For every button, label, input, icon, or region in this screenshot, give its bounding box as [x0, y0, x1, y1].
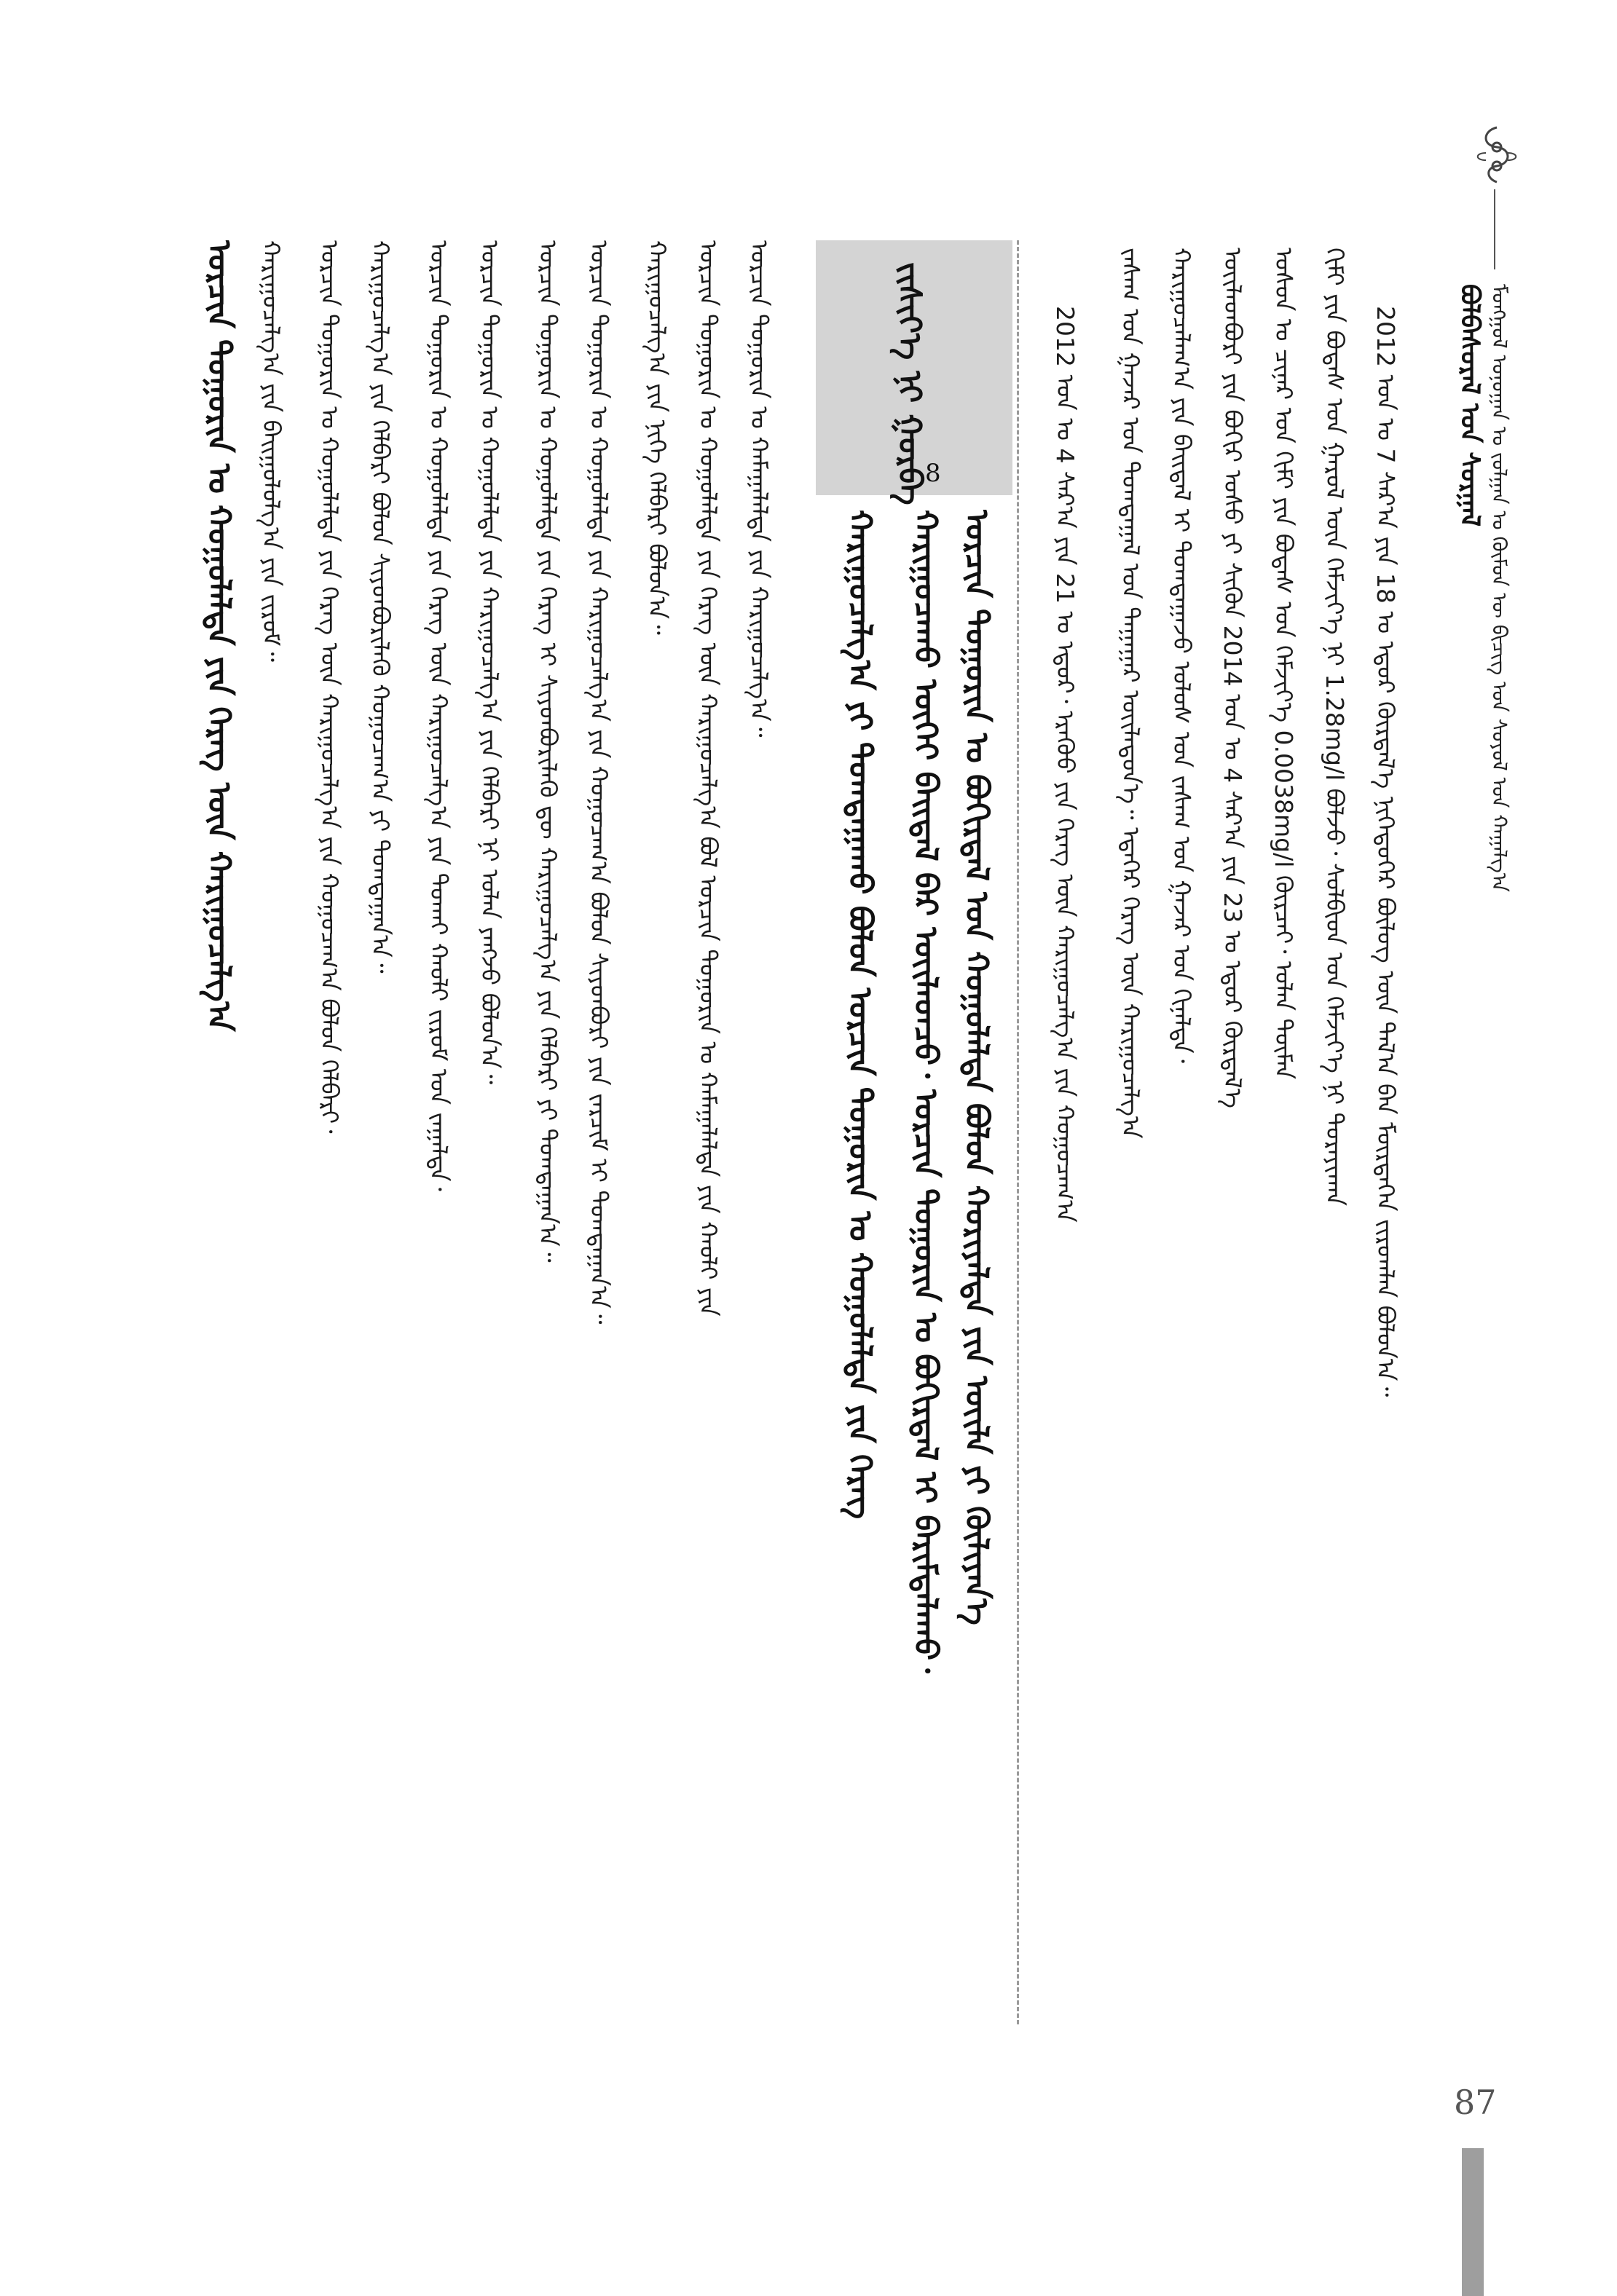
- footnote-column-6: ᠵᠠᠰᠠᠭ ᠤᠨ ᠭᠠᠵᠠᠷ ᠤᠨ ᠲᠣᠭᠲᠠᠭᠠᠯ ᠤᠨ ᠳᠠᠭᠠᠭᠠᠷ ᠦᠢᠯᠡᠳᠦᠨ᠎ᠡ᠃ ᠡᠳᠡᠭᠡᠷ ᠬᠡᠷᠡᠭ ᠦᠨ ᠬᠠᠷᠢᠭᠤᠴᠠᠯᠭ᠎ᠠ: [1117, 248, 1145, 1139]
- page-number: 87: [1454, 2083, 1497, 2122]
- footnote-column-1: 2012 ᠣᠨ ᠤ 7 ᠰᠠᠷ᠎ᠠ ᠶᠢᠨ 18 ᠤ ᠡᠳᠦᠷ ᠬᠦᠷᠲᠡᠯ᠎ᠡ ᠨᠢᠭᠡᠳᠦᠭᠡᠷ ᠪᠦᠯᠦᠭ ᠦᠨ ᠲᠠᠯ᠎ᠠ ᠪᠠᠨ ᠮᠥᠷᠲᠡᠭᠡᠨ ᠵᠢᠷᠤᠭᠯᠠᠨ ᠪᠣᠯᠤᠨ᠎ᠠ᠃: [1372, 306, 1400, 1397]
- body-column-4: ᠣᠷᠴᠢᠨ ᠲᠣᠭᠣᠷᠢᠨ ᠤ ᠬᠤᠭᠤᠯᠠᠯᠲᠠ ᠶᠢᠨ ᠬᠠᠷᠢᠭᠤᠴᠠᠯᠭ᠎ᠠ ᠶᠢᠨ ᠬᠤᠭᠤᠴᠠᠭ᠎ᠠ ᠪᠣᠯᠤᠨ ᠰᠢᠶᠳᠪᠦᠷᠢ ᠶᠢᠨ ᠵᠠᠷᠴᠢᠮ ᠢ ᠲᠣᠭᠲᠠᠭᠠᠨ᠎ᠠ᠃: [585, 240, 613, 1325]
- section-heading-line-3: ᠬᠠᠷᠢᠭᠤᠴᠠᠯᠭ᠎ᠠ ᠶᠢ ᠲᠣᠭᠲᠠᠭᠠᠬᠤ ᠪᠣᠯᠤᠨ ᠣᠷᠴᠢᠨ ᠲᠣᠭᠣᠷᠢᠨ ᠤ ᠬᠤᠭᠤᠯᠠᠯᠲᠠ ᠶᠢᠨ ᠬᠡᠷᠡᠭ: [841, 510, 878, 1520]
- footnote-column-4: ᠦᠢᠯᠡᠳᠪᠦᠷᠢ ᠶᠢᠨ ᠪᠣᠬᠢᠷ ᠤᠰᠤ ᠶᠢ ᠰᠢᠭᠦᠨ 2014 ᠣᠨ ᠤ 4 ᠰᠠᠷ᠎ᠠ ᠶᠢᠨ 23 ᠤ ᠡᠳᠦᠷ ᠬᠦᠷᠲᠡᠯ᠎ᠡ: [1219, 248, 1247, 1108]
- body-column-8: ᠬᠠᠷᠢᠭᠤᠴᠠᠯᠭ᠎ᠠ ᠶᠢᠨ ᠬᠡᠯᠪᠡᠷᠢ ᠪᠣᠯᠤᠨ ᠰᠢᠶᠳᠪᠦᠷᠢᠯᠡᠬᠦ ᠬᠤᠭᠤᠴᠠᠭ᠎ᠠ ᠶᠢ ᠲᠣᠭᠲᠠᠭᠠᠨ᠎ᠠ᠃: [366, 240, 395, 974]
- body-column-2: ᠣᠷᠴᠢᠨ ᠲᠣᠭᠣᠷᠢᠨ ᠤ ᠬᠤᠭᠤᠯᠠᠯᠲᠠ ᠶᠢᠨ ᠬᠡᠷᠡᠭ ᠦᠨ ᠬᠠᠷᠢᠭᠤᠴᠠᠯᠭ᠎ᠠ ᠪᠣᠯ ᠣᠷᠴᠢᠨ ᠲᠣᠭᠣᠷᠢᠨ ᠤ ᠬᠠᠮᠠᠭᠠᠯᠠᠯᠲᠠ ᠶᠢᠨ ᠬᠠᠤᠯᠢ ᠶᠢᠨ: [694, 240, 723, 1317]
- body-column-6: ᠣᠷᠴᠢᠨ ᠲᠣᠭᠣᠷᠢᠨ ᠤ ᠬᠤᠭᠤᠯᠠᠯᠲᠠ ᠶᠢᠨ ᠬᠠᠷᠢᠭᠤᠴᠠᠯᠭ᠎ᠠ ᠶᠢᠨ ᠬᠡᠯᠪᠡᠷᠢ ᠨᠢ ᠣᠯᠠᠨ ᠶᠠᠩᠵᠤ ᠪᠣᠯᠤᠨ᠎ᠠ᠃: [476, 240, 504, 1085]
- section-label: ᠵᠢᠱᠢᠶ᠎ᠡ ᠨᠢ ᠭᠤᠷᠪᠠ: [891, 262, 928, 505]
- section-heading-line-1: ᠣᠷᠴᠢᠨ ᠲᠣᠭᠣᠷᠢᠨ ᠤ ᠪᠣᠬᠢᠷᠳᠠᠯ ᠤᠨ ᠬᠤᠭᠤᠯᠠᠯᠲᠠ ᠪᠣᠯᠤᠨ ᠬᠤᠷᠢᠶᠠᠯᠲᠠ ᠶᠢᠨ ᠦᠢᠯᠡ ᠶᠢ ᠬᠦᠯᠢᠶᠡᠨ᠎ᠡ: [958, 510, 995, 1625]
- chapter-title: ᠪᠣᠯᠪᠠᠰᠤᠷᠠᠯ ᠤᠨ ᠰᠤᠷᠭᠠᠯ: [1455, 284, 1484, 527]
- body-column-9: ᠣᠷᠴᠢᠨ ᠲᠣᠭᠣᠷᠢᠨ ᠤ ᠬᠤᠭᠤᠯᠠᠯᠲᠠ ᠶᠢᠨ ᠬᠡᠷᠡᠭ ᠦᠨ ᠬᠠᠷᠢᠭᠤᠴᠠᠯᠭ᠎ᠠ ᠶᠢᠨ ᠬᠤᠭᠤᠴᠠᠭ᠎ᠠ ᠪᠣᠯᠤᠨ ᠬᠡᠯᠪᠡᠷᠢ᠂: [315, 240, 344, 1134]
- footnote-column-2: ᠬᠢᠮᠢ ᠶᠢᠨ ᠪᠣᠳᠠᠰ ᠤᠨ ᠭᠠᠷᠤᠯ ᠦᠨ ᠬᠡᠮᠵᠢᠶ᠎ᠡ ᠨᠢ 1.28mg/l ᠪᠣᠯᠵᠤ᠂ ᠰᠤᠯᠪᠢᠳ ᠤᠨ ᠬᠡᠮᠵᠢᠶ᠎ᠡ ᠨᠢ ᠳᠤᠷᠠᠶᠢᠬᠠᠨ: [1321, 248, 1349, 1206]
- footnote-column-7: 2012 ᠣᠨ ᠤ 4 ᠰᠠᠷ᠎ᠠ ᠶᠢᠨ 21 ᠤ ᠡᠳᠦᠷ᠂ ᠡᠷᠡᠭᠦᠦ ᠶᠢᠨ ᠬᠡᠷᠡᠭ ᠦᠨ ᠬᠠᠷᠢᠭᠤᠴᠠᠯᠭ᠎ᠠ ᠶᠢᠨ ᠬᠤᠭᠤᠴᠠᠭ᠎ᠠ: [1051, 306, 1079, 1223]
- body-column-7: ᠣᠷᠴᠢᠨ ᠲᠣᠭᠣᠷᠢᠨ ᠤ ᠬᠤᠭᠤᠯᠠᠯᠲᠠ ᠶᠢᠨ ᠬᠡᠷᠡᠭ ᠦᠨ ᠬᠠᠷᠢᠭᠤᠴᠠᠯᠭ᠎ᠠ ᠶᠢᠨ ᠲᠤᠬᠠᠢ ᠬᠠᠤᠯᠢ ᠵᠢᠷᠤᠮ ᠤᠨ ᠵᠠᠭᠠᠯᠲᠠ᠂: [425, 240, 453, 1191]
- section-heading-line-2: ᠬᠠᠷᠢᠭᠤᠴᠠᠬᠤ ᠦᠭᠡᠢ ᠪᠠᠢᠳᠠᠯ ᠪᠠᠷ ᠦᠢᠯᠡᠳᠴᠦ᠂ ᠣᠷᠴᠢᠨ ᠲᠣᠭᠣᠷᠢᠨ ᠤ ᠪᠣᠬᠢᠷᠳᠠᠯ ᠢ ᠪᠠᠷᠢᠮᠲᠠᠯᠠᠬᠤ᠂: [907, 510, 944, 1673]
- flourish-ornament-icon: [1471, 124, 1522, 189]
- running-title: ᠮᠣᠩᠭᠣᠯ ᠤᠨᠤᠭᠠᠨ ᠤ ᠵᠣᠯᠭᠠᠨ ᠤ ᠬᠦᠮᠦᠨ ᠦ ᠪᠢᠴᠢᠭ ᠤᠨ ᠰᠣᠶᠤᠯ ᠤᠨ ᠬᠠᠭᠠᠯᠭ᠎ᠠ: [1487, 284, 1511, 892]
- section-divider: [1017, 240, 1019, 2024]
- footnote-column-3: ᠤᠰᠤᠨ ᠤ ᠴᠢᠨᠠᠷ ᠤᠨ ᠬᠢᠮᠢ ᠶᠢᠨ ᠪᠣᠳᠠᠰ ᠤᠨ ᠬᠡᠮᠵᠢᠶ᠎ᠡ 0.0038mg/l ᠬᠦᠷᠴᠡᠢ᠂ ᠣᠯᠠᠨ ᠲᠦᠮᠡᠨ: [1270, 248, 1298, 1080]
- body-column-10: ᠬᠠᠷᠢᠭᠤᠴᠠᠯᠭ᠎ᠠ ᠶᠢᠨ ᠪᠠᠢᠭᠤᠯᠤᠯᠭ᠎ᠠ ᠶᠢᠨ ᠵᠢᠷᠤᠮ᠃: [257, 240, 286, 662]
- footnote-column-5: ᠬᠠᠷᠢᠭᠤᠴᠠᠯᠠᠭ᠎ᠠ ᠶᠢᠨ ᠪᠠᠢᠳᠠᠯ ᠢ ᠲᠣᠭᠲᠠᠭᠠᠵᠤ ᠤᠯᠤᠰ ᠤᠨ ᠵᠠᠰᠠᠭ ᠤᠨ ᠭᠠᠵᠠᠷ ᠤᠨ ᠬᠢᠨᠠᠯᠲᠠ᠂: [1168, 248, 1196, 1063]
- body-column-5: ᠣᠷᠴᠢᠨ ᠲᠣᠭᠣᠷᠢᠨ ᠤ ᠬᠤᠭᠤᠯᠠᠯᠲᠠ ᠶᠢᠨ ᠬᠡᠷᠡᠭ ᠢ ᠰᠢᠶᠳᠪᠦᠷᠢᠯᠡᠬᠦ ᠳᠦ ᠬᠠᠷᠢᠭᠤᠴᠠᠯᠭ᠎ᠠ ᠶᠢᠨ ᠬᠡᠯᠪᠡᠷᠢ ᠶᠢ ᠲᠣᠭᠲᠠᠭᠠᠨ᠎ᠠ᠃: [534, 240, 562, 1263]
- section-number: 8: [925, 459, 941, 488]
- body-column-3: ᠬᠠᠷᠢᠭᠤᠴᠠᠯᠭ᠎ᠠ ᠶᠢᠨ ᠨᠢᠭᠡ ᠬᠡᠯᠪᠡᠷᠢ ᠪᠣᠯᠤᠨ᠎ᠠ᠃: [643, 240, 672, 635]
- page-edge-marker: [1462, 2148, 1484, 2296]
- header-rule: [1494, 189, 1495, 269]
- body-column-1: ᠣᠷᠴᠢᠨ ᠲᠣᠭᠣᠷᠢᠨ ᠤ ᠬᠠᠮᠠᠭᠠᠯᠠᠯᠲᠠ ᠶᠢᠨ ᠬᠠᠷᠢᠭᠤᠴᠠᠯᠭ᠎ᠠ᠃: [745, 240, 774, 738]
- body-subheading: ᠣᠷᠴᠢᠨ ᠲᠣᠭᠣᠷᠢᠨ ᠤ ᠬᠤᠭᠤᠯᠠᠯᠲᠠ ᠶᠢᠨ ᠬᠡᠷᠡᠭ ᠦᠨ ᠬᠠᠷᠢᠭᠤᠴᠠᠯᠭ᠎ᠠ: [200, 240, 237, 1032]
